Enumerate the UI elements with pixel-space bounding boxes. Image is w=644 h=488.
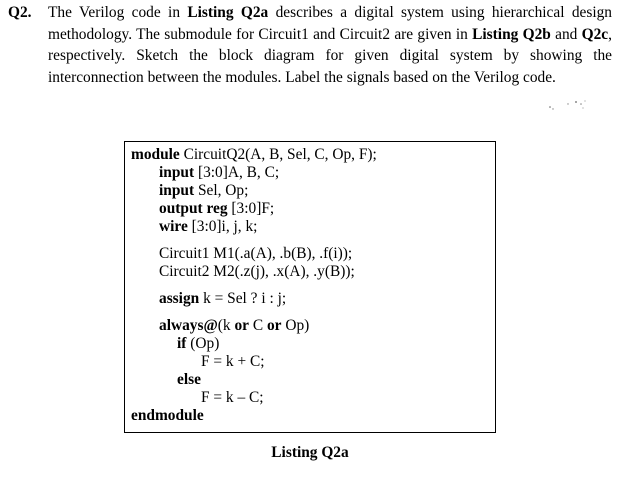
listing-caption: Listing Q2a [271,444,349,461]
code-line-input-abc: input [3:0]A, B, C; [159,164,280,181]
code-line-wire: wire [3:0]i, j, k; [159,218,258,235]
question-text-part-4: , respectively. Sketch the block diagram for given digital system by showing the interconnection between the modules. Label the signals based on the Verilog code. [48,25,612,86]
code-line-else: else [177,371,201,388]
code-line-circuit2-instance: Circuit2 M2(.z(j), .x(A), .y(B)); [159,263,355,280]
code-line-assign-k: assign k = Sel ? i : j; [159,290,287,307]
question-number: Q2. [8,4,32,21]
code-line-endmodule: endmodule [131,407,204,424]
code-line-f-add: F = k + C; [201,353,265,370]
code-line-circuit1-instance: Circuit1 M1(.a(A), .b(B), .f(i)); [159,245,353,262]
question-text [48,2,612,88]
code-listing-box [124,141,496,433]
code-line-always: always@(k or C or Op) [159,317,310,334]
question-text-part-2: describes a digital system using hierarchical design methodology. The submodule for Circuit1 and Circuit2 are given in [48,4,613,43]
question-text-part-3: and [550,25,582,43]
code-line-module: module CircuitQ2(A, B, Sel, C, Op, F); [131,146,377,163]
code-line-output-f: output reg [3:0]F; [159,200,275,217]
listing-ref-q2a: Listing Q2a [187,4,269,21]
question-text-part-1: The Verilog code in [48,4,188,21]
scan-specks [548,98,588,112]
code-line-if-op: if (Op) [177,335,220,352]
code-line-f-sub: F = k – C; [201,389,264,406]
listing-ref-q2c: Q2c [581,25,609,43]
question-block [8,2,612,88]
code-line-input-sel-op: input Sel, Op; [159,182,249,199]
listing-ref-q2b: Listing Q2b [472,25,551,43]
